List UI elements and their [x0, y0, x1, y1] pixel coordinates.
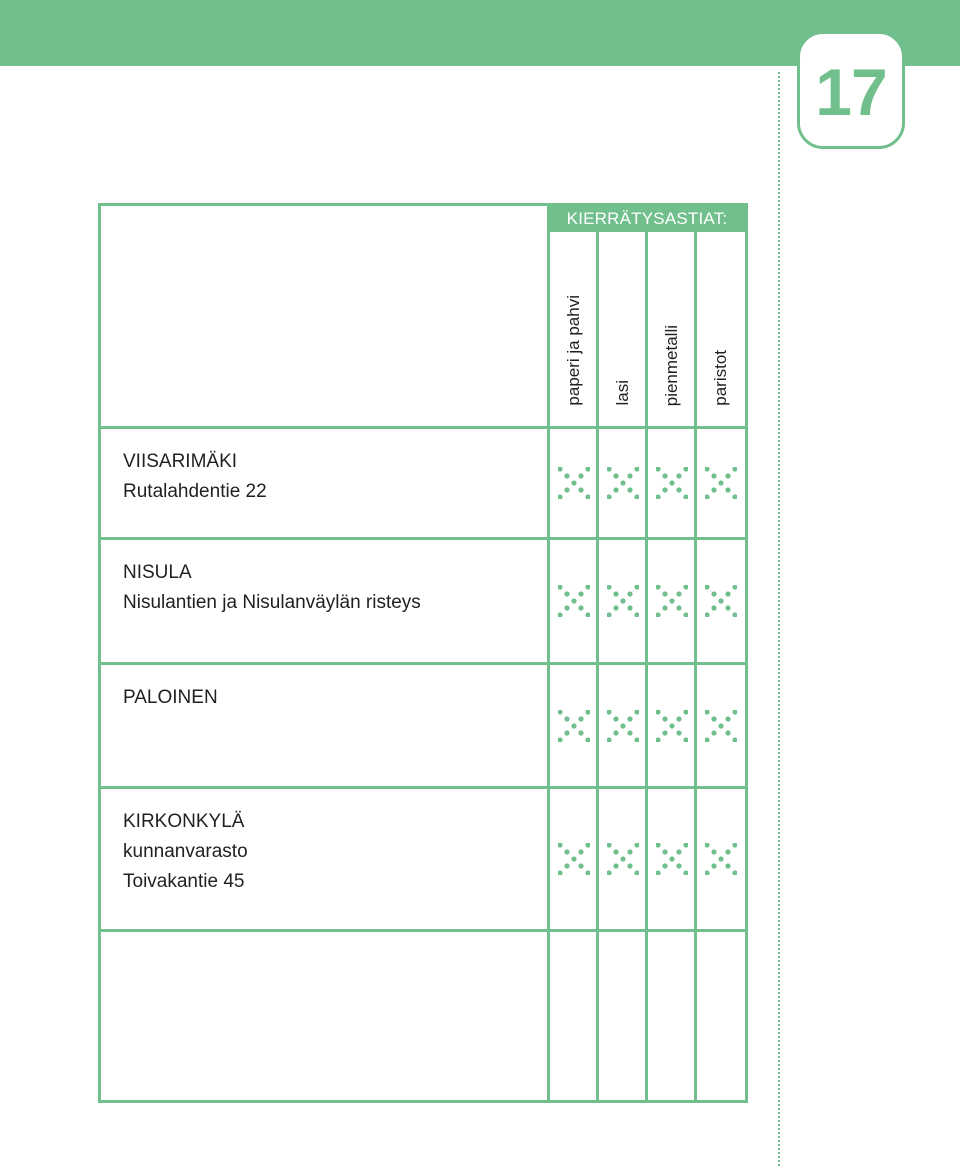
location-address-line: kunnanvarasto	[123, 841, 248, 862]
recycling-points-table	[98, 203, 748, 1103]
dotted-x-icon	[607, 585, 639, 617]
dotted-x-icon	[558, 585, 590, 617]
dotted-x-icon	[558, 710, 590, 742]
location-cell	[123, 807, 248, 897]
column-header-label: paperi ja pahvi	[564, 295, 583, 406]
location-address-line: Nisulantien ja Nisulanväylän risteys	[123, 592, 421, 613]
dotted-x-icon	[656, 467, 688, 499]
dotted-x-icon	[705, 843, 737, 875]
location-name: NISULA	[123, 562, 192, 583]
dotted-x-icon	[656, 843, 688, 875]
dotted-x-icon	[558, 843, 590, 875]
location-cell	[123, 447, 267, 507]
column-header-1	[550, 234, 598, 406]
table-header-title: KIERRÄTYSASTIAT:	[566, 209, 728, 228]
dotted-x-icon	[705, 585, 737, 617]
column-header-label: lasi	[613, 380, 632, 406]
page-number-badge	[797, 31, 905, 149]
column-header-3	[648, 234, 696, 406]
column-header-label: paristot	[711, 350, 730, 406]
dotted-x-icon	[656, 710, 688, 742]
page-number: 17	[815, 55, 887, 129]
column-header-4	[697, 234, 745, 406]
location-name: KIRKONKYLÄ	[123, 811, 245, 832]
location-cell	[123, 683, 218, 713]
location-cell	[123, 558, 421, 618]
location-address-line: Rutalahdentie 22	[123, 481, 267, 502]
row-divider	[101, 426, 745, 429]
dotted-x-icon	[607, 843, 639, 875]
row-divider	[101, 786, 745, 789]
dotted-margin-line	[778, 72, 780, 1166]
location-name: PALOINEN	[123, 687, 218, 708]
column-header-label: pienmetalli	[662, 324, 681, 406]
table-header-band	[549, 206, 745, 232]
location-name: VIISARIMÄKI	[123, 451, 238, 472]
row-divider	[101, 662, 745, 665]
location-address-line: Toivakantie 45	[123, 871, 245, 892]
row-divider	[101, 537, 745, 540]
dotted-x-icon	[705, 710, 737, 742]
dotted-x-icon	[607, 710, 639, 742]
dotted-x-icon	[705, 467, 737, 499]
row-divider	[101, 929, 745, 932]
dotted-x-icon	[607, 467, 639, 499]
dotted-x-icon	[558, 467, 590, 499]
dotted-x-icon	[656, 585, 688, 617]
column-header-2	[599, 234, 647, 406]
